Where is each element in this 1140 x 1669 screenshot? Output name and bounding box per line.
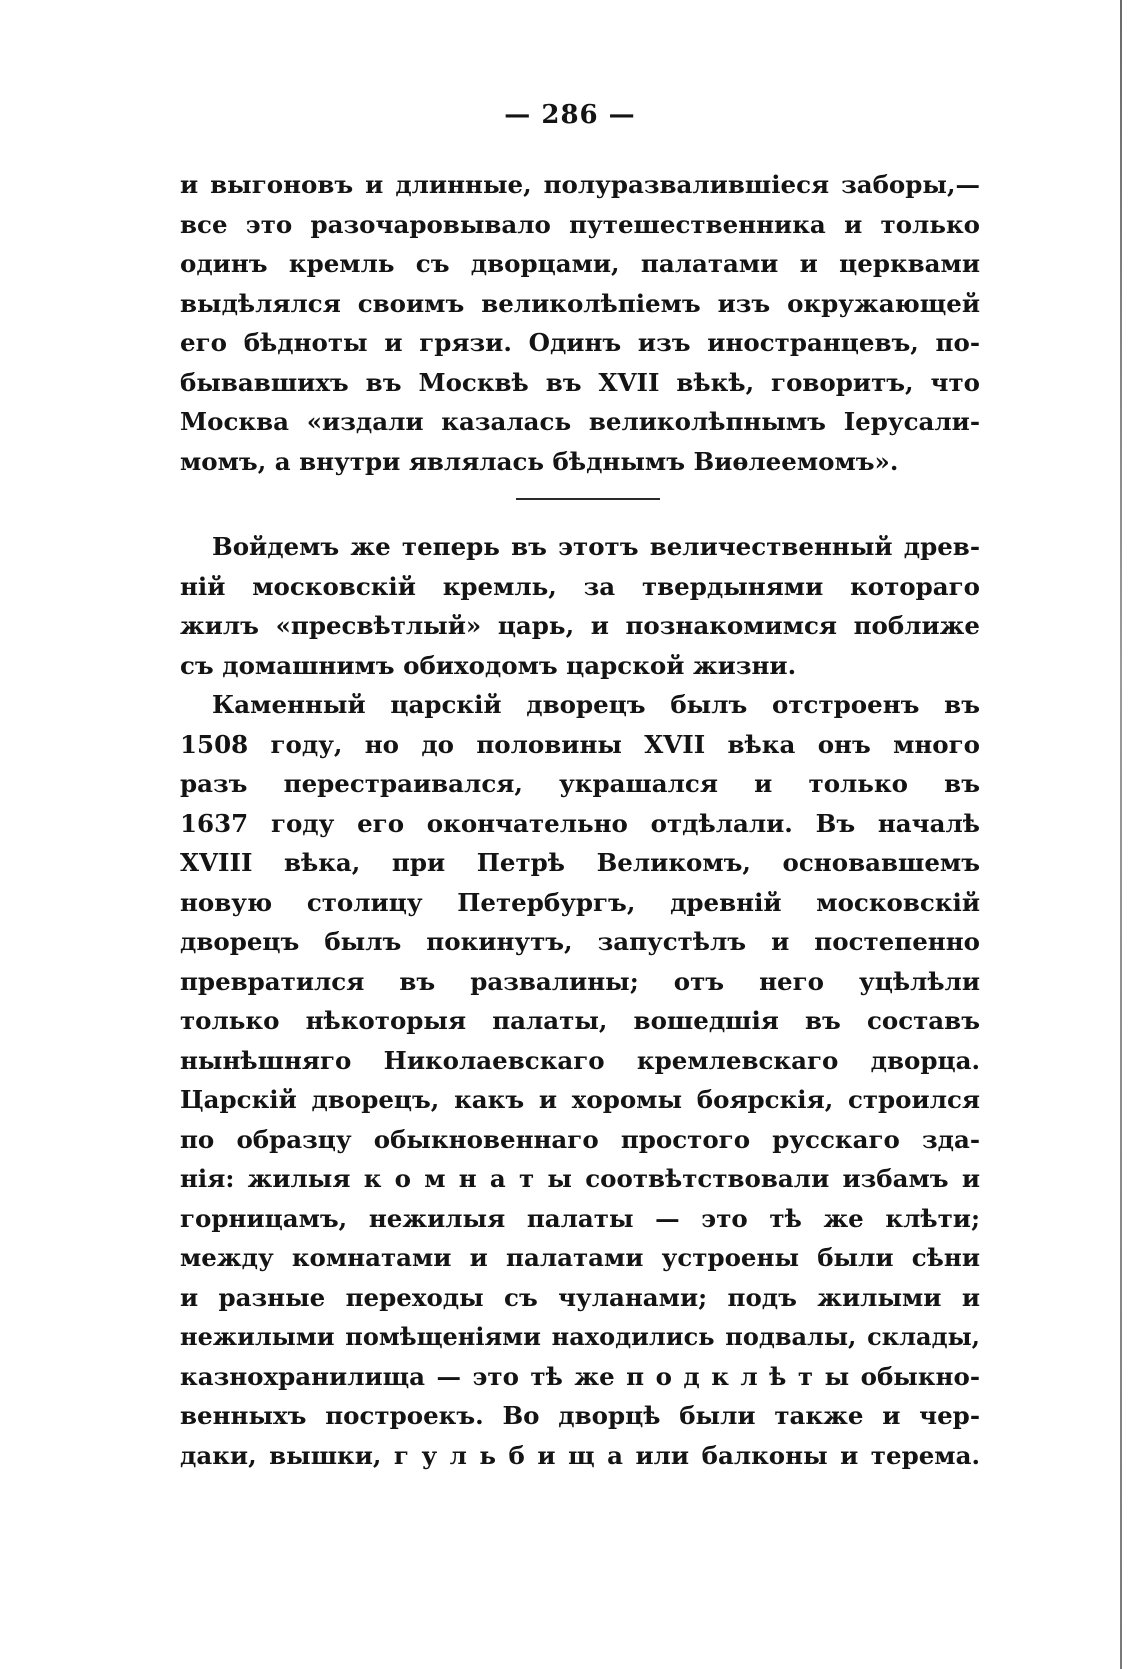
text-line: Царскій дворецъ, какъ и хоромы боярскія, строился bbox=[180, 1085, 980, 1114]
text-line: по образцу обыкновеннаго простого русскаго зда- bbox=[180, 1124, 980, 1154]
text-line: разъ перестраивался, украшался и только въ bbox=[180, 769, 980, 798]
text-line: нынѣшняго Николаевскаго кремлевскаго дворца. bbox=[180, 1045, 980, 1075]
text-line: новую столицу Петербургъ, древній московскій bbox=[180, 887, 980, 917]
paragraph-block-2 bbox=[180, 527, 980, 1475]
paragraph-block-1 bbox=[180, 165, 980, 481]
text-line: жилъ «пресвѣтлый» царь, и познакомимся поближе bbox=[180, 611, 980, 640]
text-line: между комнатами и палатами устроены были сѣни bbox=[180, 1243, 980, 1272]
text-line: нія: жилыя к о м н а т ы соотвѣтствовали избамъ и bbox=[180, 1164, 980, 1193]
text-line: и разные переходы съ чуланами; подъ жилыми и bbox=[180, 1282, 980, 1312]
text-line: казнохранилища — это тѣ же п о д к л ѣ т ы обыкно- bbox=[180, 1361, 980, 1391]
text-line: ній московскій кремль, за твердынями котораго bbox=[180, 571, 980, 601]
text-line: Москва «издали казалась великолѣпнымъ Іерусали- bbox=[180, 407, 980, 436]
text-line: горницамъ, нежилыя палаты — это тѣ же клѣти; bbox=[180, 1203, 980, 1233]
text-line: нежилыми помѣщеніями находились подвалы, склады, bbox=[180, 1322, 980, 1351]
text-line: одинъ кремль съ дворцами, палатами и церквами bbox=[180, 249, 980, 278]
text-line: XVIII вѣка, при Петрѣ Великомъ, основавшемъ bbox=[180, 848, 980, 877]
text-line: съ домашнимъ обиходомъ царской жизни. bbox=[180, 650, 797, 680]
text-line: выдѣлялся своимъ великолѣпіемъ изъ окружающей bbox=[180, 288, 980, 318]
page-number: — 286 — bbox=[504, 100, 636, 130]
text-line: и выгоновъ и длинные, полуразвалившіеся заборы,— bbox=[180, 170, 980, 199]
text-line: все это разочаровывало путешественника и только bbox=[180, 209, 980, 239]
text-line: момъ, а внутри являлась бѣднымъ Виѳлеемомъ». bbox=[180, 446, 899, 476]
text-line: его бѣдноты и грязи. Одинъ изъ иностранцевъ, по- bbox=[180, 328, 980, 357]
text-line: даки, вышки, г у л ь б и щ а или балконы и терема. bbox=[180, 1440, 980, 1470]
text-line: 1637 году его окончательно отдѣлали. Въ началѣ bbox=[180, 808, 980, 838]
text-line: 1508 году, но до половины XVII вѣка онъ много bbox=[180, 729, 980, 759]
text-line: Войдемъ же теперь въ этотъ величественный древ- bbox=[212, 532, 980, 561]
page-edge bbox=[1120, 0, 1122, 1669]
text-line: дворецъ былъ покинутъ, запустѣлъ и постепенно bbox=[180, 927, 980, 956]
text-line: Каменный царскій дворецъ былъ отстроенъ въ bbox=[212, 690, 980, 719]
text-line: только нѣкоторыя палаты, вошедшія въ составъ bbox=[180, 1006, 980, 1035]
text-line: бывавшихъ въ Москвѣ въ XVII вѣкѣ, говоритъ, что bbox=[180, 367, 980, 397]
text-line: превратился въ развалины; отъ него уцѣлѣли bbox=[180, 966, 980, 996]
text-line: венныхъ построекъ. Во дворцѣ были также и чер- bbox=[180, 1401, 980, 1430]
section-separator bbox=[516, 498, 660, 500]
